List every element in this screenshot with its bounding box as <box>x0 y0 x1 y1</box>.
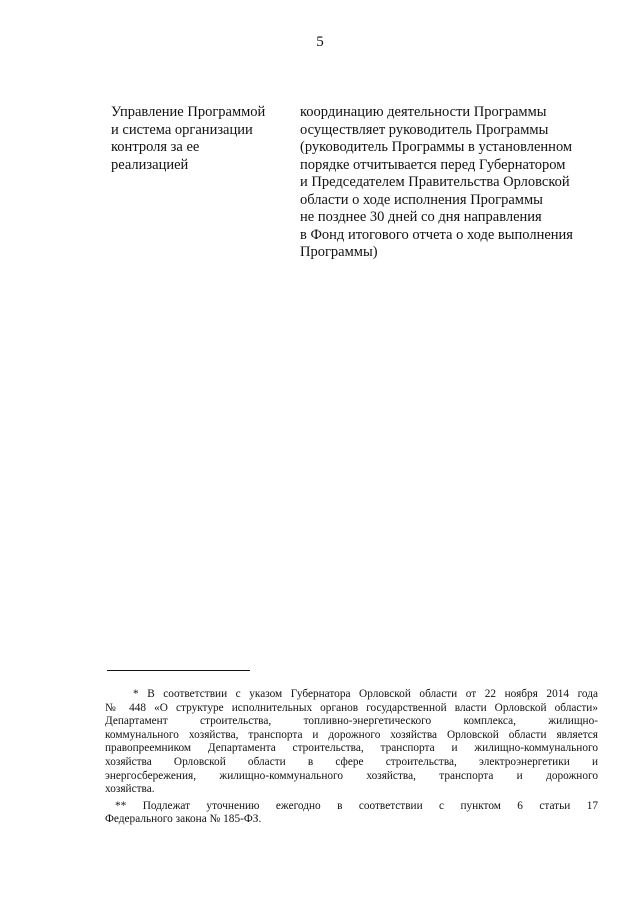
right-cell-line: не позднее 30 дней со дня направления <box>300 209 542 225</box>
right-cell-line: порядке отчитывается перед Губернатором <box>300 156 566 173</box>
page-number: 5 <box>316 34 324 50</box>
right-cell-line: Программы) <box>300 244 378 260</box>
footnote-line: хозяйства Орловской области в сфере строительства, электроэнергетики и <box>105 755 598 768</box>
left-cell-line: и система организации <box>111 121 253 138</box>
table-left-cell <box>111 104 266 174</box>
footnote-line: ** Подлежат уточнению ежегодно в соответствии с пунктом 6 статьи 17 <box>115 799 598 812</box>
left-cell-line: Управление Программой <box>111 104 266 120</box>
footnote-line: Федерального закона № 185-ФЗ. <box>105 813 262 826</box>
footnote-line: правопреемником Департамента строительства, транспорта и жилищно-коммунального <box>105 742 598 755</box>
right-cell-line: осуществляет руководитель Программы <box>300 121 549 138</box>
right-cell-line: области о ходе исполнения Программы <box>300 191 543 208</box>
footnote-line: * В соответствии с указом Губернатора Орловской области от 22 ноября 2014 года <box>133 688 598 700</box>
left-cell-line: контроля за ее <box>111 139 200 155</box>
footnote-2 <box>105 800 598 827</box>
right-cell-line: координацию деятельности Программы <box>300 104 547 120</box>
footnote-line: коммунального хозяйства, транспорта и дорожного хозяйства Орловской области является <box>105 728 598 741</box>
footnote-1 <box>105 688 598 797</box>
footnote-line: хозяйства. <box>105 783 155 796</box>
left-cell-line: реализацией <box>111 156 189 173</box>
right-cell-line: (руководитель Программы в установленном <box>300 139 573 155</box>
right-cell-line: в Фонд итогового отчета о ходе выполнения <box>300 226 573 243</box>
right-cell-line: и Председателем Правительства Орловской <box>300 174 570 190</box>
footnote-separator <box>107 670 250 671</box>
footnote-line: Департамент строительства, топливно-энергетического комплекса, жилищно- <box>105 715 598 728</box>
footnotes <box>105 688 598 830</box>
footnote-line: № 448 «О структуре исполнительных органов государственной власти Орловской области» <box>105 701 598 714</box>
footnote-line: энергосбережения, жилищно-коммунального хозяйства, транспорта и дорожного <box>105 769 598 782</box>
table-right-cell <box>300 104 600 262</box>
